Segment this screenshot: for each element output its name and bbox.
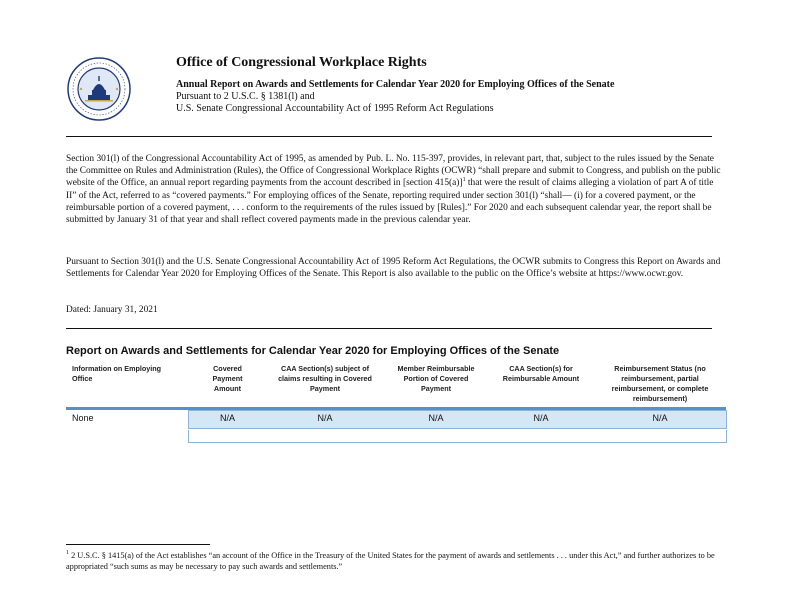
pursuant-line: Pursuant to 2 U.S.C. § 1381(l) and bbox=[176, 91, 315, 102]
header-member-reimbursable: Member Reimbursable Portion of Covered Payment bbox=[397, 364, 475, 393]
footnote-divider bbox=[66, 544, 210, 545]
table-title: Report on Awards and Settlements for Calendar Year 2020 for Employing Offices of the Senate bbox=[66, 345, 560, 357]
paragraph-text-part1: Section 301(l) of the Congressional Accountability Act of 1995, as amended by Pub. L. No. 115-397, provides, in relevant part, that, subject to the rules issued by the Senate the Committee on Rules and Administration (Rules), the Office of Congressional Workplace Rights (OCWR) “shall prepare and submit to Congress, and publish on the public website of the Office, an annual report regarding payments from the account described in [section 415(a)] bbox=[66, 154, 721, 189]
body-divider bbox=[66, 328, 712, 329]
footnote-mark: 1 bbox=[66, 550, 69, 557]
header-caa-reimbursable: CAA Section(s) for Reimbursable Amount bbox=[502, 364, 580, 383]
header-employing-office: Information on Employing Office bbox=[72, 364, 162, 383]
table-row bbox=[66, 410, 726, 429]
section-301-paragraph bbox=[66, 153, 722, 226]
header-covered-payment: Covered Payment Amount bbox=[212, 364, 243, 393]
footnote bbox=[66, 550, 726, 572]
cell-caa-sections: N/A bbox=[317, 413, 333, 423]
dated-line: Dated: January 31, 2021 bbox=[66, 305, 158, 315]
cell-covered-payment: N/A bbox=[219, 413, 235, 423]
ocwr-seal-logo bbox=[67, 57, 131, 121]
header-caa-sections: CAA Section(s) subject of claims resulting in Covered Payment bbox=[278, 364, 372, 393]
header-divider bbox=[66, 136, 712, 137]
table-header-row bbox=[66, 364, 726, 408]
cell-caa-reimbursable: N/A bbox=[533, 413, 549, 423]
report-header bbox=[176, 55, 614, 115]
regulations-line: U.S. Senate Congressional Accountability Act of 1995 Reform Act Regulations bbox=[176, 103, 494, 114]
report-subtitle: Annual Report on Awards and Settlements for Calendar Year 2020 for Employing Offices of the Senate bbox=[176, 79, 615, 90]
awards-table bbox=[66, 364, 726, 429]
cell-employing-office: None bbox=[72, 413, 94, 423]
paragraph-text-part2: that were the result of claims alleging a violation of part A of title II” of the Act, referred to as “covered payments.” For employing offices of the Senate, reporting required under section 301(l) “shall— (i) for a covered payment, or the reimbursable portion of a covered payment, . . . conform to the requirements of the rules issued by [Rules].” For 2020 and each subsequent calendar year, the report shall be submitted by January 31 of that year and shall reflect covered payments made in the previous calendar year. bbox=[66, 178, 714, 226]
cell-reimbursement-status: N/A bbox=[652, 413, 668, 423]
footnote-reference: 1 bbox=[462, 177, 466, 184]
office-title: Office of Congressional Workplace Rights bbox=[176, 55, 427, 70]
cell-member-reimbursable: N/A bbox=[428, 413, 444, 423]
header-reimbursement-status: Reimbursement Status (no reimbursement, partial reimbursement, or complete reimbursement) bbox=[611, 364, 709, 403]
footnote-text: 2 U.S.C. § 1415(a) of the Act establishes “an account of the Office in the Treasury of the United States for the payment of awards and settlements . . . under this Act,” and further authorizes to be appropriated “such sums as may be necessary to pay such awards and settlements.” bbox=[66, 551, 715, 571]
pursuant-paragraph: Pursuant to Section 301(l) and the U.S. Senate Congressional Accountability Act of 1995 Reform Act Regulations, the OCWR submits to Congress this Report on Awards and Settlements for Calendar Year 2020 for Employing Offices of the Senate. This Report is also available to the public on the Office’s website at https://www.ocwr.gov. bbox=[66, 257, 721, 280]
table-empty-row bbox=[188, 430, 727, 443]
